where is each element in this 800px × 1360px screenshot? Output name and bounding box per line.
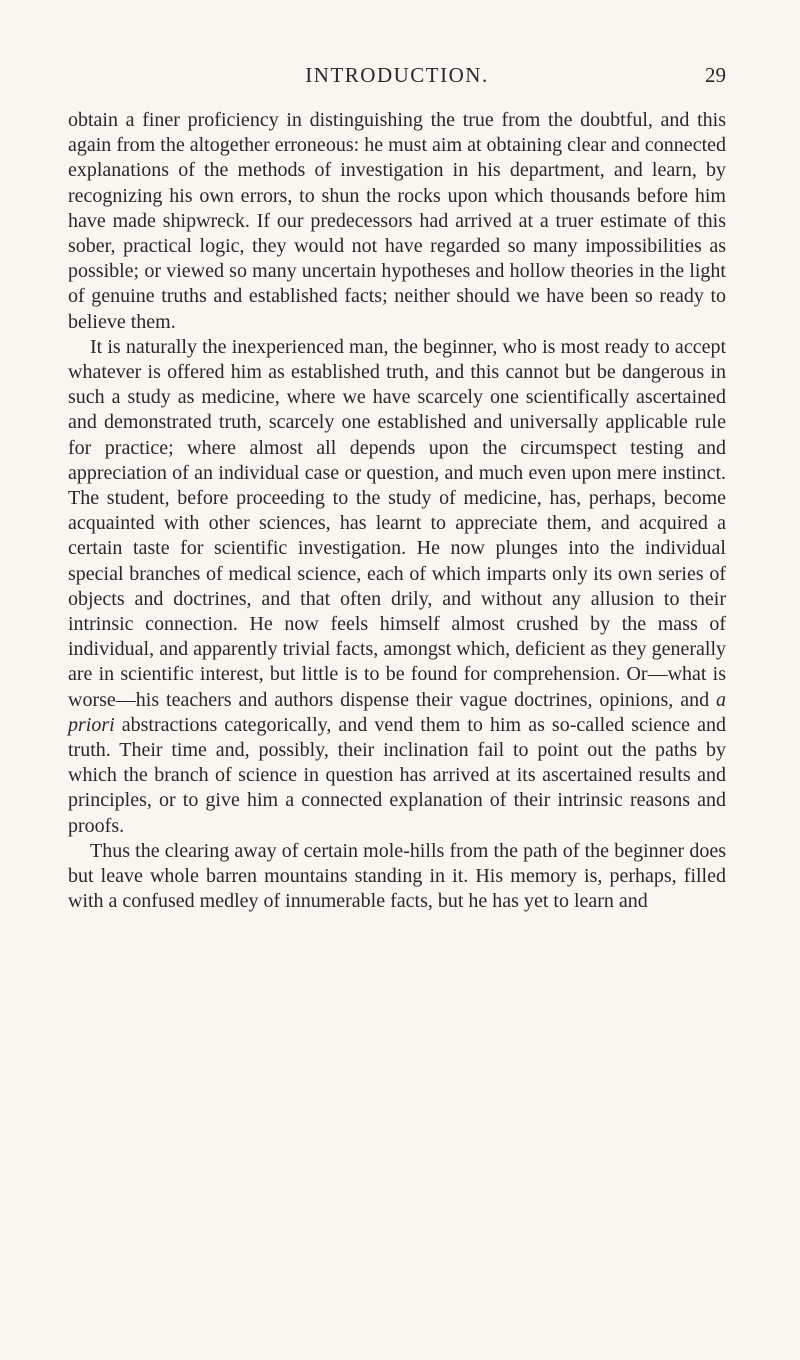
page-number: 29	[705, 63, 726, 87]
paragraph-1: obtain a finer proficiency in distinguishing the true from the doubtful, and this again from the altogether erroneous: he must aim at obtaining clear and connected explanations of the methods of investigation in his department, and learn, by recognizing his own errors, to shun the rocks upon which thousands before him have made shipwreck. If our predecessors had arrived at a truer estimate of this sober, practical logic, they would not have regarded so many impossibilities as possible; or viewed so many uncertain hypotheses and hollow theories in the light of genuine truths and established facts; neither should we have been so ready to believe them.	[68, 109, 726, 333]
paragraph-2	[68, 335, 726, 839]
paragraph-2-text-after: abstractions categorically, and vend them to him as so-called science and truth. Their time and, possibly, their inclination fail to point out the paths by which the branch of science in question has arrived at its ascertained results and principles, or to give him a connected explanation of their intrinsic reasons and proofs.	[68, 713, 726, 837]
running-head	[68, 60, 726, 90]
running-title: INTRODUCTION.	[305, 63, 489, 87]
paragraph-3: Thus the clearing away of certain mole-hills from the path of the beginner does but leave whole barren mountains standing in it. His memory is, perhaps, filled with a confused medley of innumerable facts, but he has yet to learn and	[68, 839, 726, 913]
body-text	[68, 108, 726, 915]
paragraph-2-italic: a priori	[68, 688, 726, 736]
paragraph-2-text-before: It is naturally the inexperienced man, the beginner, who is most ready to accept whatever is offered him as established truth, and this cannot but be dangerous in such a study as medicine, where we have scarcely one scientifically ascertained and demonstrated truth, scarcely one established and universally applicable rule for practice; where almost all depends upon the circumspect testing and appreciation of an individual case or question, and much even upon mere instinct. The student, before proceeding to the study of medicine, has, perhaps, become acquainted with other sciences, has learnt to appreciate them, and acquired a certain taste for scientific investigation. He now plunges into the individual special branches of medical science, each of which imparts only its own series of objects and doctrines, and that often drily, and without any allusion to their intrinsic connection. He now feels himself almost crushed by the mass of individual, and apparently trivial facts, amongst which, deficient as they generally are in scientific interest, but little is to be found for comprehension. Or—what is worse—his teachers and authors dispense their vague doctrines, opinions, and	[68, 335, 726, 711]
